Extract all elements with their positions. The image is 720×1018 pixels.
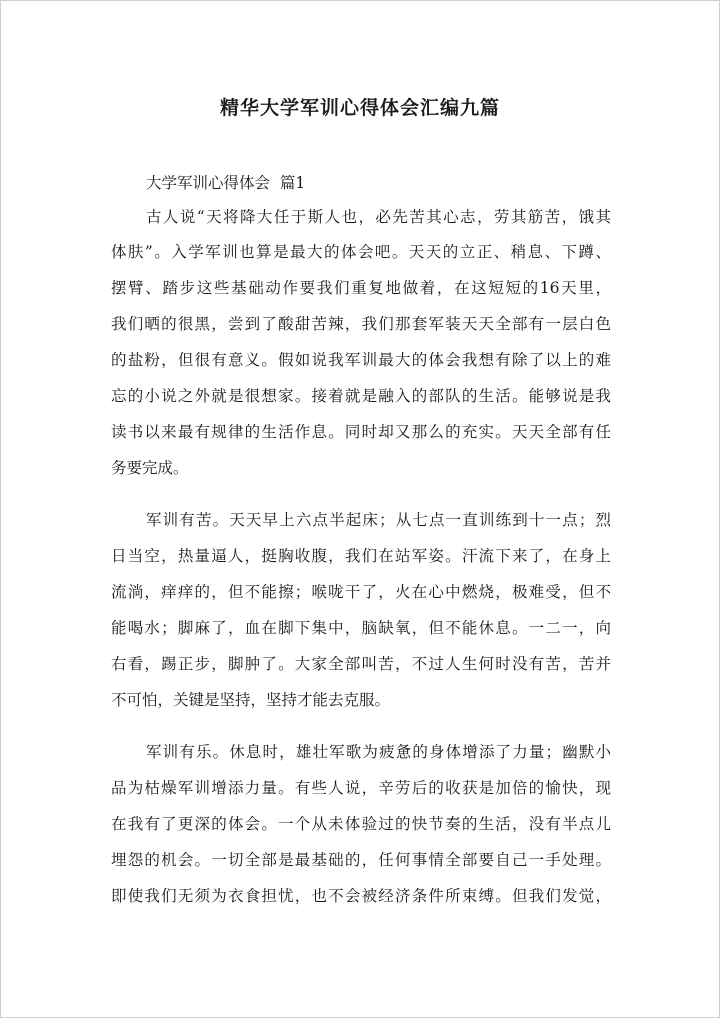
paragraph-line: 埋怨的机会。一切全部是最基础的，任何事情全部要自己一手处理。 — [111, 851, 611, 869]
paragraph-line: 流淌，痒痒的，但不能擦；喉咙干了，火在心中燃烧，极难受，但不 — [111, 583, 611, 601]
paragraph-line: 务要完成。 — [111, 459, 189, 477]
paragraph-line: 古人说“天将降大任于斯人也，必先苦其心志，劳其筋苦，饿其 — [146, 208, 611, 226]
paragraph-line: 在我有了更深的体会。一个从未体验过的快节奏的生活，没有半点儿 — [111, 815, 611, 833]
paragraph-line: 军训有乐。休息时，雄壮军歌为疲惫的身体增添了力量；幽默小 — [146, 743, 611, 761]
paragraph-line: 读书以来最有规律的生活作息。同时却又那么的充实。天天全部有任 — [111, 423, 611, 441]
paragraph-line: 摆臂、踏步这些基础动作要我们重复地做着，在这短短的16天里， — [111, 279, 611, 297]
document-title: 精华大学军训心得体会汇编九篇 — [219, 97, 500, 119]
paragraph-line: 品为枯燥军训增添力量。有些人说，辛劳后的收获是加倍的愉快，现 — [111, 779, 611, 797]
paragraph-line: 即使我们无须为衣食担忧，也不会被经济条件所束缚。但我们发觉， — [111, 887, 611, 905]
paragraph-line: 体肤”。入学军训也算是最大的体会吧。天天的立正、稍息、下蹲、 — [111, 243, 611, 261]
paragraph-line: 日当空，热量逼人，挺胸收腹，我们在站军姿。汗流下来了，在身上 — [111, 547, 611, 565]
paragraph-line: 不可怕，关键是坚持，坚持才能去克服。 — [111, 691, 391, 709]
paragraph-line: 能喝水；脚麻了，血在脚下集中，脑缺氧，但不能休息。一二一，向 — [111, 619, 611, 637]
paragraph-line: 我们晒的很黑，尝到了酸甜苦辣，我们那套军装天天全部有一层白色 — [111, 315, 611, 333]
paragraph-line: 的盐粉，但很有意义。假如说我军训最大的体会我想有除了以上的难 — [111, 351, 611, 369]
paragraph-line: 右看，踢正步，脚肿了。大家全部叫苦，不过人生何时没有苦，苦并 — [111, 655, 611, 673]
paragraph-line: 忘的小说之外就是很想家。接着就是融入的部队的生活。能够说是我 — [111, 387, 611, 405]
paragraph-line: 军训有苦。天天早上六点半起床；从七点一直训练到十一点；烈 — [146, 511, 611, 529]
section-heading: 大学军训心得体会 篇1 — [146, 174, 306, 192]
